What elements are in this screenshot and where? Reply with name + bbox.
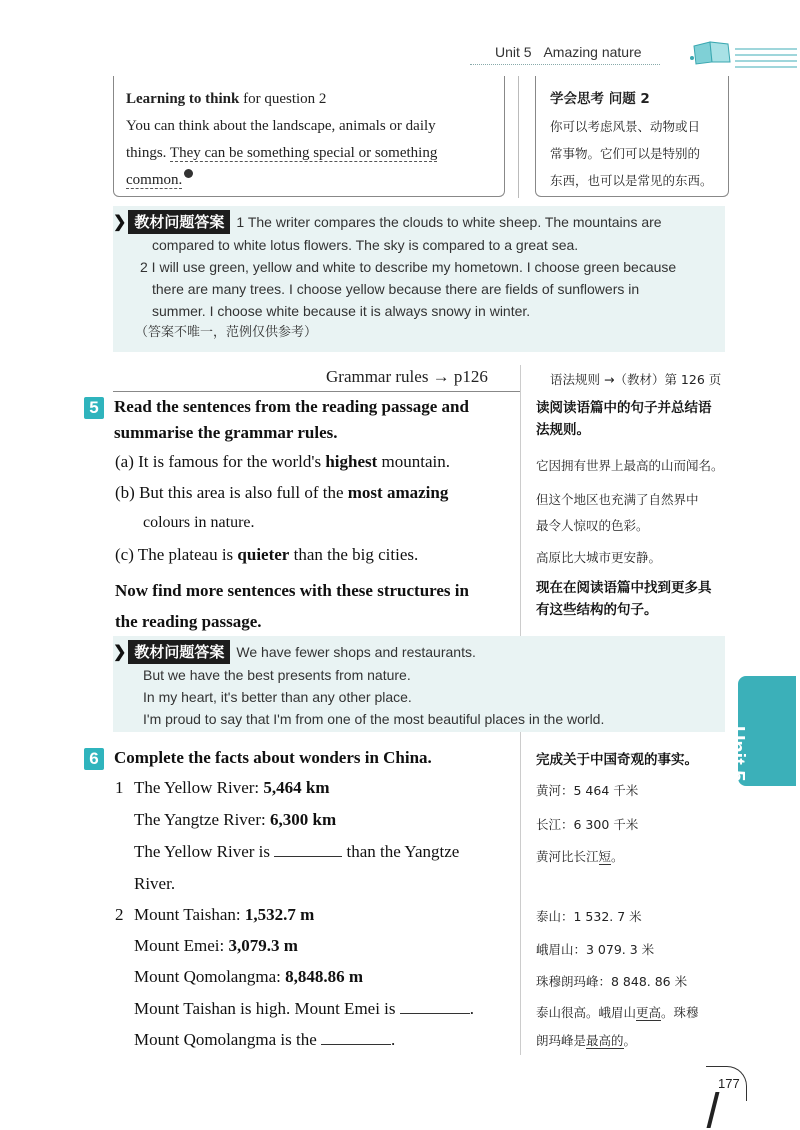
i1-l1a: The Yellow River:	[134, 778, 264, 797]
i2-cn4b: 更高	[636, 1005, 662, 1020]
think-cn-line-2: 常事物。它们可以是特别的	[550, 146, 701, 161]
think-box-chinese	[535, 76, 729, 197]
b-bold: most amazing	[347, 483, 449, 502]
task-5-num: 5	[84, 397, 104, 419]
answer-tag: 教材问题答案	[128, 210, 230, 234]
i1-cn3c: 。	[611, 849, 624, 864]
i2-l1b: 1,532.7 m	[244, 905, 315, 924]
answer-1-line-3: 2 I will use green, yellow and white to describe my hometown. I choose green because	[140, 259, 677, 275]
task-6-cn-title: 完成关于中国奇观的事实。	[536, 752, 698, 768]
task-5-sentence-b-cn	[536, 487, 699, 539]
header-decor-lines	[735, 48, 797, 72]
i2-cn-1: 泰山：1 532. 7 米	[536, 909, 642, 924]
answer-2-line-2: But we have the best presents from nature.	[143, 667, 411, 683]
i1-cn-1: 黄河：5 464 千米	[536, 783, 639, 798]
grammar-rules-cn: 语法规则 →（教材）第 126 页	[550, 372, 722, 387]
qomolangma-height	[134, 967, 363, 987]
task-6-title: Complete the facts about wonders in China.	[114, 748, 432, 767]
blank-input-3[interactable]	[321, 1030, 391, 1045]
think-box-english	[113, 76, 505, 197]
think-cn-line-1: 你可以考虑风景、动物或日	[550, 119, 701, 134]
item-2-number: 2	[115, 905, 124, 924]
now-line-1: Now find more sentences with these structures in	[115, 581, 469, 600]
i2-cn-4	[536, 1003, 699, 1021]
i2-l5a: Mount Qomolangma is the	[134, 1030, 321, 1049]
answer-2-line-4: I'm proud to say that I'm from one of the most beautiful places in the world.	[143, 711, 605, 727]
now-cn-2: 有这些结构的句子。	[536, 602, 658, 618]
think-label: Learning to think	[126, 91, 240, 107]
header-book-icon	[690, 38, 734, 70]
task-6-number	[84, 748, 104, 770]
i2-l1a: Mount Taishan:	[134, 905, 245, 924]
chevron-right-icon: ❯	[113, 214, 127, 231]
i2-l4a: Mount Taishan is high. Mount Emei is	[134, 999, 400, 1018]
i2-cn-3: 珠穆朗玛峰：8 848. 86 米	[536, 974, 688, 989]
task-5-title-2: summarise the grammar rules.	[114, 423, 338, 442]
blank-input-2[interactable]	[400, 999, 470, 1014]
side-tab-label: Unit 5	[726, 726, 748, 782]
think-line-3-text: common.	[126, 172, 183, 188]
answer-1-line-1: 1 The writer compares the clouds to white sheep. The mountains are	[236, 214, 662, 230]
task-6-num: 6	[84, 748, 104, 770]
task-5-sentence-b	[115, 483, 448, 503]
task-5-now-cn	[536, 577, 712, 621]
task-5-now	[115, 575, 515, 637]
audio-marker-icon	[184, 169, 193, 178]
answer-2-line-3: In my heart, it's better than any other place.	[143, 689, 412, 705]
i1-cn3a: 黄河比长江	[536, 849, 599, 864]
i2-l3a: Mount Qomolangma:	[134, 967, 286, 986]
a-bold: highest	[325, 452, 378, 471]
i2-cn5c: 。	[623, 1033, 637, 1048]
i1-l2a: The Yangtze River:	[134, 810, 270, 829]
think-line-2b: They can be something special or something	[169, 145, 438, 161]
page-number: 177	[718, 1076, 740, 1091]
answer-1-line-4: there are many trees. I choose yellow because there are fields of sunflowers in	[152, 281, 640, 297]
grammar-ref-rule	[113, 391, 520, 392]
i1-l3a: The Yellow River is	[134, 842, 275, 861]
now-cn-1: 现在在阅读语篇中找到更多具	[536, 580, 712, 596]
think-label-rest: for question 2	[239, 91, 327, 107]
task-5-cn-title	[536, 397, 712, 441]
think-line-1: You can think about the landscape, animals or daily	[126, 118, 436, 134]
i1-cn-3	[536, 847, 624, 865]
yellow-river-length	[134, 778, 330, 798]
taishan-height	[134, 905, 314, 925]
i1-l2b: 6,300 km	[269, 810, 337, 829]
mountain-compare-sentence	[134, 999, 474, 1019]
header-rule	[470, 64, 660, 65]
unit-label: Unit 5	[495, 44, 532, 60]
i1-cn3b: 短	[598, 849, 612, 864]
think-line-3	[126, 167, 492, 194]
task-5-cn-title-1: 读阅读语篇中的句子并总结语	[536, 400, 712, 416]
emei-height	[134, 936, 298, 956]
i2-cn4a: 泰山很高。峨眉山	[536, 1005, 637, 1020]
i2-cn4c: 。珠穆	[661, 1005, 699, 1020]
task-5-sentence-b-2: colours in nature.	[143, 514, 255, 531]
b-pre: (b) But this area is also full of the	[115, 483, 348, 502]
column-divider	[518, 76, 519, 198]
answer-2-content	[113, 640, 733, 730]
a-pre: (a) It is famous for the world's	[115, 452, 326, 471]
think-line-2a: things.	[126, 145, 170, 161]
river-compare-sentence	[134, 842, 459, 862]
task-5-sentence-c-cn: 高原比大城市更安静。	[536, 550, 662, 565]
task-5-sentence-a-cn: 它因拥有世界上最高的山而闻名。	[536, 458, 724, 473]
c-bold: quieter	[237, 545, 290, 564]
task-5-sentence-c	[115, 545, 418, 565]
task-5-sentence-a	[115, 452, 450, 472]
unit-title: Amazing nature	[543, 44, 642, 60]
answer-1-line-5: summer. I choose white because it is always snowy in winter.	[152, 303, 531, 319]
answer-tag-2: 教材问题答案	[128, 640, 230, 664]
mountain-superlative-sentence	[134, 1030, 395, 1050]
grammar-rules-link: Grammar rules → p126	[326, 367, 488, 386]
task-5-title	[114, 394, 514, 446]
item-1-number: 1	[115, 778, 124, 797]
i2-cn5a: 朗玛峰是	[536, 1033, 587, 1048]
unit-side-tab[interactable]	[726, 676, 796, 786]
answer-2-line-1: We have fewer shops and restaurants.	[236, 644, 476, 660]
i2-cn5b: 最高的	[586, 1033, 624, 1048]
think-line-2	[126, 140, 492, 167]
i2-l2a: Mount Emei:	[134, 936, 229, 955]
i2-l4b: .	[469, 999, 475, 1018]
c-pre: (c) The plateau is	[115, 545, 238, 564]
i2-l5b: .	[390, 1030, 396, 1049]
page-header	[495, 44, 642, 60]
i1-l3b: than the Yangtze	[342, 842, 460, 861]
answer-1-line-2: compared to white lotus flowers. The sky is compared to a great sea.	[152, 237, 579, 253]
blank-input-1[interactable]	[274, 842, 342, 857]
yangtze-river-length	[134, 810, 336, 830]
i2-cn-5	[536, 1031, 636, 1049]
task-5-number	[84, 397, 104, 419]
i2-cn-2: 峨眉山：3 079. 3 米	[536, 942, 655, 957]
column-divider-3	[520, 745, 521, 1055]
b-cn-1: 但这个地区也充满了自然界中	[536, 492, 699, 507]
now-line-2: the reading passage.	[115, 612, 262, 631]
i1-cn-2: 长江：6 300 千米	[536, 817, 639, 832]
task-5-title-1: Read the sentences from the reading passage and	[114, 397, 469, 416]
i2-l2b: 3,079.3 m	[228, 936, 298, 955]
task-5-cn-title-2: 法规则。	[536, 422, 590, 438]
b-cn-2: 最令人惊叹的色彩。	[536, 518, 649, 533]
chevron-right-icon: ❯	[113, 644, 127, 661]
a-post: mountain.	[377, 452, 451, 471]
answer-1-content	[113, 210, 733, 344]
c-post: than the big cities.	[289, 545, 419, 564]
think-cn-line-3: 东西，也可以是常见的东西。	[550, 173, 713, 188]
answer-1-note: （答案不唯一，范例仅供参考）	[135, 325, 318, 340]
i2-l3b: 8,848.86 m	[285, 967, 364, 986]
i1-l1b: 5,464 km	[263, 778, 330, 797]
think-cn-title: 学会思考 问题 2	[550, 91, 650, 107]
river-compare-end: River.	[134, 874, 176, 893]
